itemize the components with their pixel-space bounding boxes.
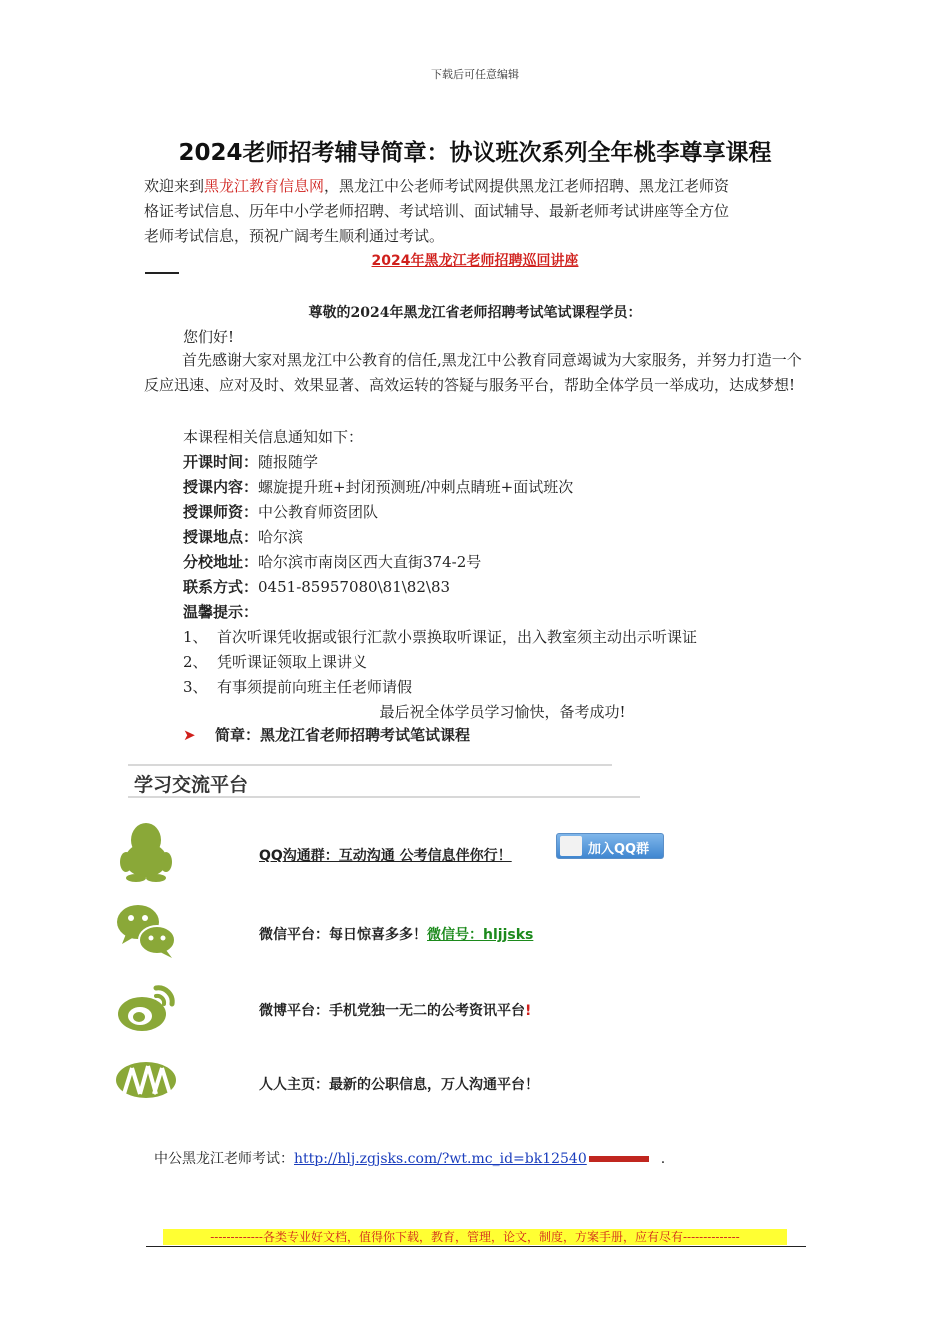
tip-item: [183, 626, 697, 647]
join-qq-label: 加入QQ群: [588, 842, 650, 857]
field-location: [183, 526, 303, 547]
chevron-right-icon: ➤: [183, 726, 196, 744]
footer-banner: -------------各类专业好文档，值得你下载，教育，管理，论文，制度，方案手册，应有尽有--------------: [163, 1229, 787, 1245]
tip-text: 凭听课证领取上课讲义: [217, 653, 368, 671]
platform-header: [128, 764, 640, 798]
field-value: 哈尔滨市南岗区西大直街374-2号: [258, 553, 482, 571]
short-divider: [145, 272, 179, 274]
weibo-icon[interactable]: [114, 974, 178, 1038]
weibo-mark: !: [525, 1003, 532, 1019]
field-contact: [183, 576, 450, 597]
tips-label: 温馨提示：: [183, 603, 259, 621]
site-name-link[interactable]: 黑龙江教育信息网: [204, 177, 325, 195]
field-label: 授课内容：: [183, 478, 259, 496]
field-teachers: [183, 501, 378, 522]
site-url-link[interactable]: http://hlj.zgjsks.com/?wt.mc_id=bk12540: [294, 1151, 587, 1167]
field-label: 授课地点：: [183, 528, 259, 546]
intro-paragraph: [144, 174, 814, 249]
weibo-row: [259, 1000, 531, 1020]
renren-icon[interactable]: [114, 1052, 178, 1116]
tip-item: [183, 651, 367, 672]
intro-line2: 格证考试信息、历年中小学老师招聘、考试培训、面试辅导、最新老师考试讲座等全方位: [144, 202, 730, 220]
tip-number: 2、: [183, 653, 208, 671]
field-content: [183, 476, 573, 497]
intro-line3: 老师考试信息，预祝广阔考生顺利通过考试。: [144, 227, 445, 245]
field-label: 授课师资：: [183, 503, 259, 521]
salutation: 您们好!: [183, 328, 235, 346]
field-start-time: [183, 451, 318, 472]
intro-prefix: 欢迎来到: [144, 177, 205, 195]
footer-divider: [146, 1246, 806, 1247]
field-value: 随报随学: [258, 453, 319, 471]
tip-number: 3、: [183, 678, 208, 696]
notice-intro: 本课程相关信息通知如下：: [183, 428, 364, 446]
divider: [128, 796, 640, 798]
field-value: 0451-85957080\81\82\83: [258, 578, 451, 596]
weibo-text: 微博平台：手机党独一无二的公考资讯平台: [259, 1003, 525, 1019]
red-bar: [589, 1156, 649, 1162]
field-label: 开课时间：: [183, 453, 259, 471]
renren-text: 人人主页：最新的公职信息，万人沟通平台！: [259, 1077, 539, 1093]
field-label: 联系方式：: [183, 578, 259, 596]
wechat-icon[interactable]: [114, 898, 178, 962]
platform-title: 学习交流平台: [134, 774, 249, 796]
tip-item: [183, 676, 412, 697]
field-address: [183, 551, 481, 572]
field-label: 分校地址：: [183, 553, 259, 571]
greeting-title: 尊敬的2024年黑龙江省老师招聘考试笔试课程学员：: [308, 305, 642, 321]
tip-text: 首次听课凭收据或银行汇款小票换取听课证，出入教室须主动出示听课证: [217, 628, 698, 646]
brief-link[interactable]: [183, 724, 470, 745]
tip-text: 有事须提前向班主任老师请假: [217, 678, 413, 696]
site-line-end: .: [660, 1151, 666, 1167]
field-value: 中公教育师资团队: [258, 503, 379, 521]
site-line: [154, 1148, 665, 1168]
lecture-link[interactable]: 2024年黑龙江老师招聘巡回讲座: [371, 253, 579, 269]
closing-line: 最后祝全体学员学习愉快，备考成功!: [379, 703, 626, 721]
wechat-row: [259, 924, 533, 944]
tip-number: 1、: [183, 628, 208, 646]
wechat-text: 微信平台：每日惊喜多多！: [259, 927, 427, 943]
people-icon: [560, 836, 582, 856]
field-value: 哈尔滨: [258, 528, 304, 546]
intro-line1: ，黑龙江中公老师考试网提供黑龙江老师招聘、黑龙江老师资: [324, 177, 730, 195]
page-title: 2024老师招考辅导简章：协议班次系列全年桃李尊享课程: [178, 140, 772, 166]
site-label: 中公黑龙江老师考试：: [154, 1151, 294, 1167]
body-paragraph: 首先感谢大家对黑龙江中公教育的信任,黑龙江中公教育同意竭诚为大家服务，并努力打造一个反应迅速、应对及时、效果显著、高效运转的答疑与服务平台，帮助全体学员一举成功，达成梦想!: [144, 351, 802, 394]
brief-label: 简章：黑龙江省老师招聘考试笔试课程: [215, 726, 471, 744]
qq-group-link[interactable]: QQ沟通群：互动沟通 公考信息伴你行！: [259, 848, 512, 864]
join-qq-button[interactable]: [556, 833, 664, 859]
qq-penguin-icon[interactable]: [114, 818, 178, 882]
header-note: 下载后可任意编辑: [431, 68, 519, 81]
field-value: 螺旋提升班+封闭预测班/冲刺点睛班+面试班次: [258, 478, 574, 496]
divider: [128, 764, 612, 766]
wechat-id-link[interactable]: 微信号：hljjsks: [427, 927, 534, 943]
